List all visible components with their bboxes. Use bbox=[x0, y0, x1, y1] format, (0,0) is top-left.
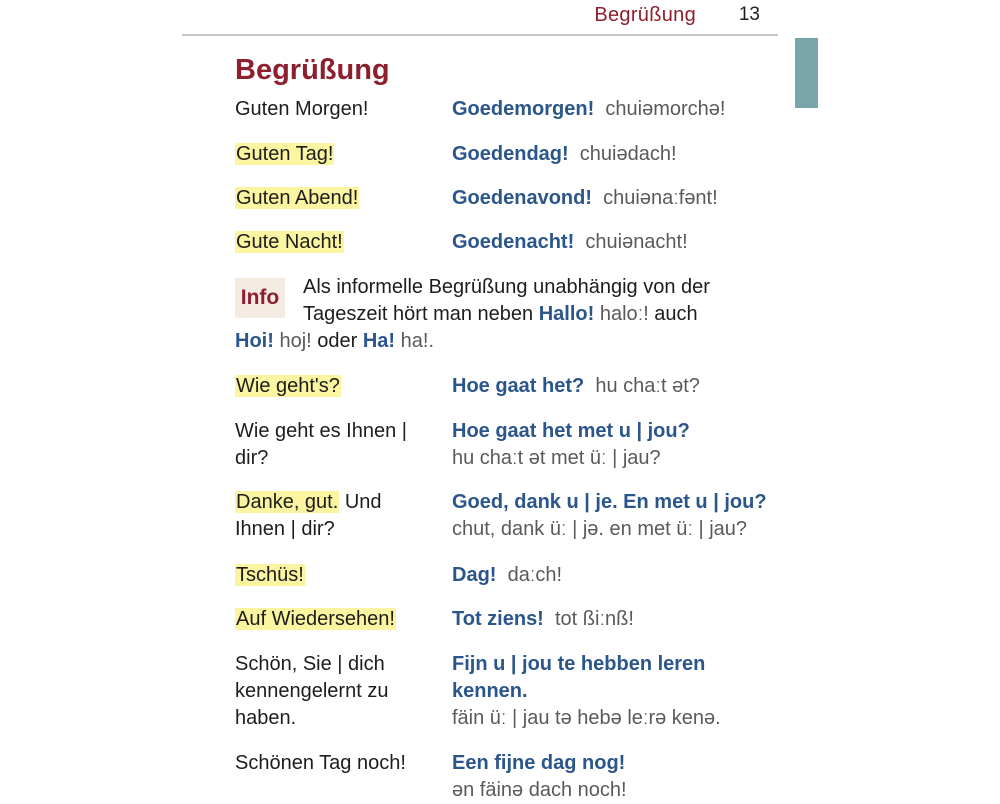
pronunciation: chut, dank üː | jə. en met üː | jau? bbox=[452, 518, 748, 540]
pronunciation: chuiənacht! bbox=[585, 231, 688, 253]
german-phrase: Wie geht's? bbox=[236, 375, 340, 397]
section-title: Begrüßung bbox=[235, 54, 390, 86]
dutch-phrase: Hoe gaat het met u | jou? bbox=[452, 420, 690, 442]
chapter-thumb-tab bbox=[795, 38, 818, 108]
german-phrase: Schönen Tag noch! bbox=[235, 752, 406, 774]
pronunciation: ən fäinə dach noch! bbox=[452, 779, 627, 801]
pronunciation: chuiəmorchə! bbox=[605, 98, 726, 120]
pronunciation: chuiənaːfənt! bbox=[603, 187, 718, 209]
info-line: Tageszeit hört man neben Hallo! haloː! auch bbox=[303, 303, 698, 325]
pronunciation: tot ßiːnß! bbox=[554, 608, 634, 630]
german-phrase-line: Schön, Sie | dich bbox=[235, 653, 385, 675]
info-line: Als informelle Begrüßung unabhängig von der bbox=[303, 276, 710, 298]
running-header-title: Begrüßung bbox=[594, 4, 696, 26]
running-header bbox=[182, 0, 778, 36]
dutch-phrase: Goedemorgen! bbox=[452, 98, 595, 120]
dutch-phrase: Dag! bbox=[452, 564, 497, 586]
pronunciation: fäin üː | jau tə hebə leːrə kenə. bbox=[452, 707, 721, 729]
info-badge: Info bbox=[235, 278, 285, 318]
dutch-phrase: Goed, dank u | je. En met u | jou? bbox=[452, 491, 767, 513]
info-line: Hoi! hoj! oder Ha! ha!. bbox=[235, 330, 435, 352]
dutch-phrase: Goedenacht! bbox=[452, 231, 575, 253]
german-phrase: Auf Wiedersehen! bbox=[236, 608, 395, 630]
dutch-phrase-line: Fijn u | jou te hebben leren bbox=[452, 653, 706, 675]
german-phrase-line: Wie geht es Ihnen | bbox=[235, 420, 407, 442]
pronunciation: hu chaːt ət met üː | jau? bbox=[452, 447, 661, 469]
german-phrase: Guten Morgen! bbox=[235, 98, 369, 120]
german-phrase-line: dir? bbox=[235, 447, 269, 469]
german-phrase: Tschüs! bbox=[236, 564, 304, 586]
dutch-phrase: Tot ziens! bbox=[452, 608, 544, 630]
german-phrase: Guten Tag! bbox=[236, 143, 334, 165]
german-phrase-line: Danke, gut. Und bbox=[236, 491, 382, 513]
german-phrase-line: haben. bbox=[235, 707, 297, 729]
german-phrase: Gute Nacht! bbox=[236, 231, 343, 253]
dutch-phrase: Hoe gaat het? bbox=[452, 375, 585, 397]
pronunciation: chuiədach! bbox=[579, 143, 677, 165]
dutch-phrase: Goedenavond! bbox=[452, 187, 593, 209]
german-phrase-line: kennengelernt zu bbox=[235, 680, 389, 702]
dutch-phrase: Goedendag! bbox=[452, 143, 569, 165]
pronunciation: hu chaːt ət? bbox=[595, 375, 700, 397]
german-phrase: Guten Abend! bbox=[236, 187, 359, 209]
dutch-phrase-line: kennen. bbox=[452, 680, 528, 702]
pronunciation: daːch! bbox=[507, 564, 563, 586]
dutch-phrase: Een fijne dag nog! bbox=[452, 752, 626, 774]
page-number: 13 bbox=[738, 4, 760, 25]
german-phrase-line: Ihnen | dir? bbox=[235, 518, 335, 540]
